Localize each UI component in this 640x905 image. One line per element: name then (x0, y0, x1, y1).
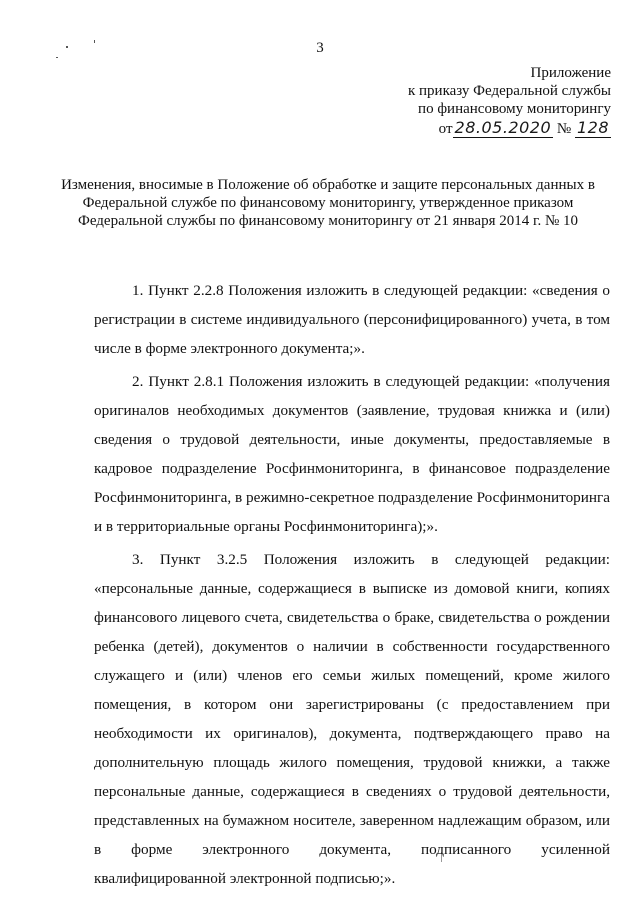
document-body (94, 276, 610, 897)
appendix-agency-line: по финансовому мониторингу (418, 101, 611, 117)
date-prefix: от (438, 121, 453, 137)
appendix-order-line: к приказу Федеральной службы (407, 83, 611, 99)
scan-speck (56, 57, 58, 58)
handwritten-number: 128 (576, 118, 609, 137)
number-prefix: № (556, 121, 572, 137)
paragraph-3: 3. Пункт 3.2.5 Положения изложить в следующей редакции: «персональные данные, содержащиеся в выписке из домовой книги, копиях финансового лицевого счета, свидетельства о браке, свидетельства о рождении ребенка (детей), документов о наличии в собственности государственного служащего и (или) членов его семьи жилых помещений, кроме жилого помещения, в котором они зарегистрированы (с предоставлением при необходимости их оригиналов), документа, подтверждающего право на дополнительную площадь жилого помещения, трудовой книжки, а также персональные данные, содержащиеся в сведениях о трудовой деятельности, представленных на бумажном носителе, заверенном надлежащим образом, или в форме электронного документа, подписанного усиленной квалифицированной электронной подписью;». (94, 551, 610, 887)
handwritten-date: 28.05.2020 (454, 118, 552, 137)
appendix-date-line (408, 119, 611, 138)
page-number: 3 (316, 40, 324, 56)
appendix-title: Приложение (530, 65, 611, 81)
paragraph-2: 2. Пункт 2.8.1 Положения изложить в следующей редакции: «получения оригиналов необходимых документов (заявление, трудовая книжка и (или) сведения о трудовой деятельности, иные документы, предоставляемые в кадровое подразделение Росфинмониторинга, в финансовое подразделение Росфинмониторинга, в режимно-секретное подразделение Росфинмониторинга и в территориальные органы Росфинмониторинга);». (94, 373, 610, 535)
appendix-block (408, 64, 611, 138)
paragraph-1: 1. Пункт 2.2.8 Положения изложить в следующей редакции: «сведения о регистрации в системе индивидуального (персонифицированного) учета, в том числе в форме электронного документа;». (94, 282, 610, 357)
document-title: Изменения, вносимые в Положение об обработке и защите персональных данных в Федеральной службе по финансовому мониторингу, утвержденное приказом Федеральной службы по финансовому мониторингу от 21 января 2014 г. № 10 (61, 177, 595, 229)
